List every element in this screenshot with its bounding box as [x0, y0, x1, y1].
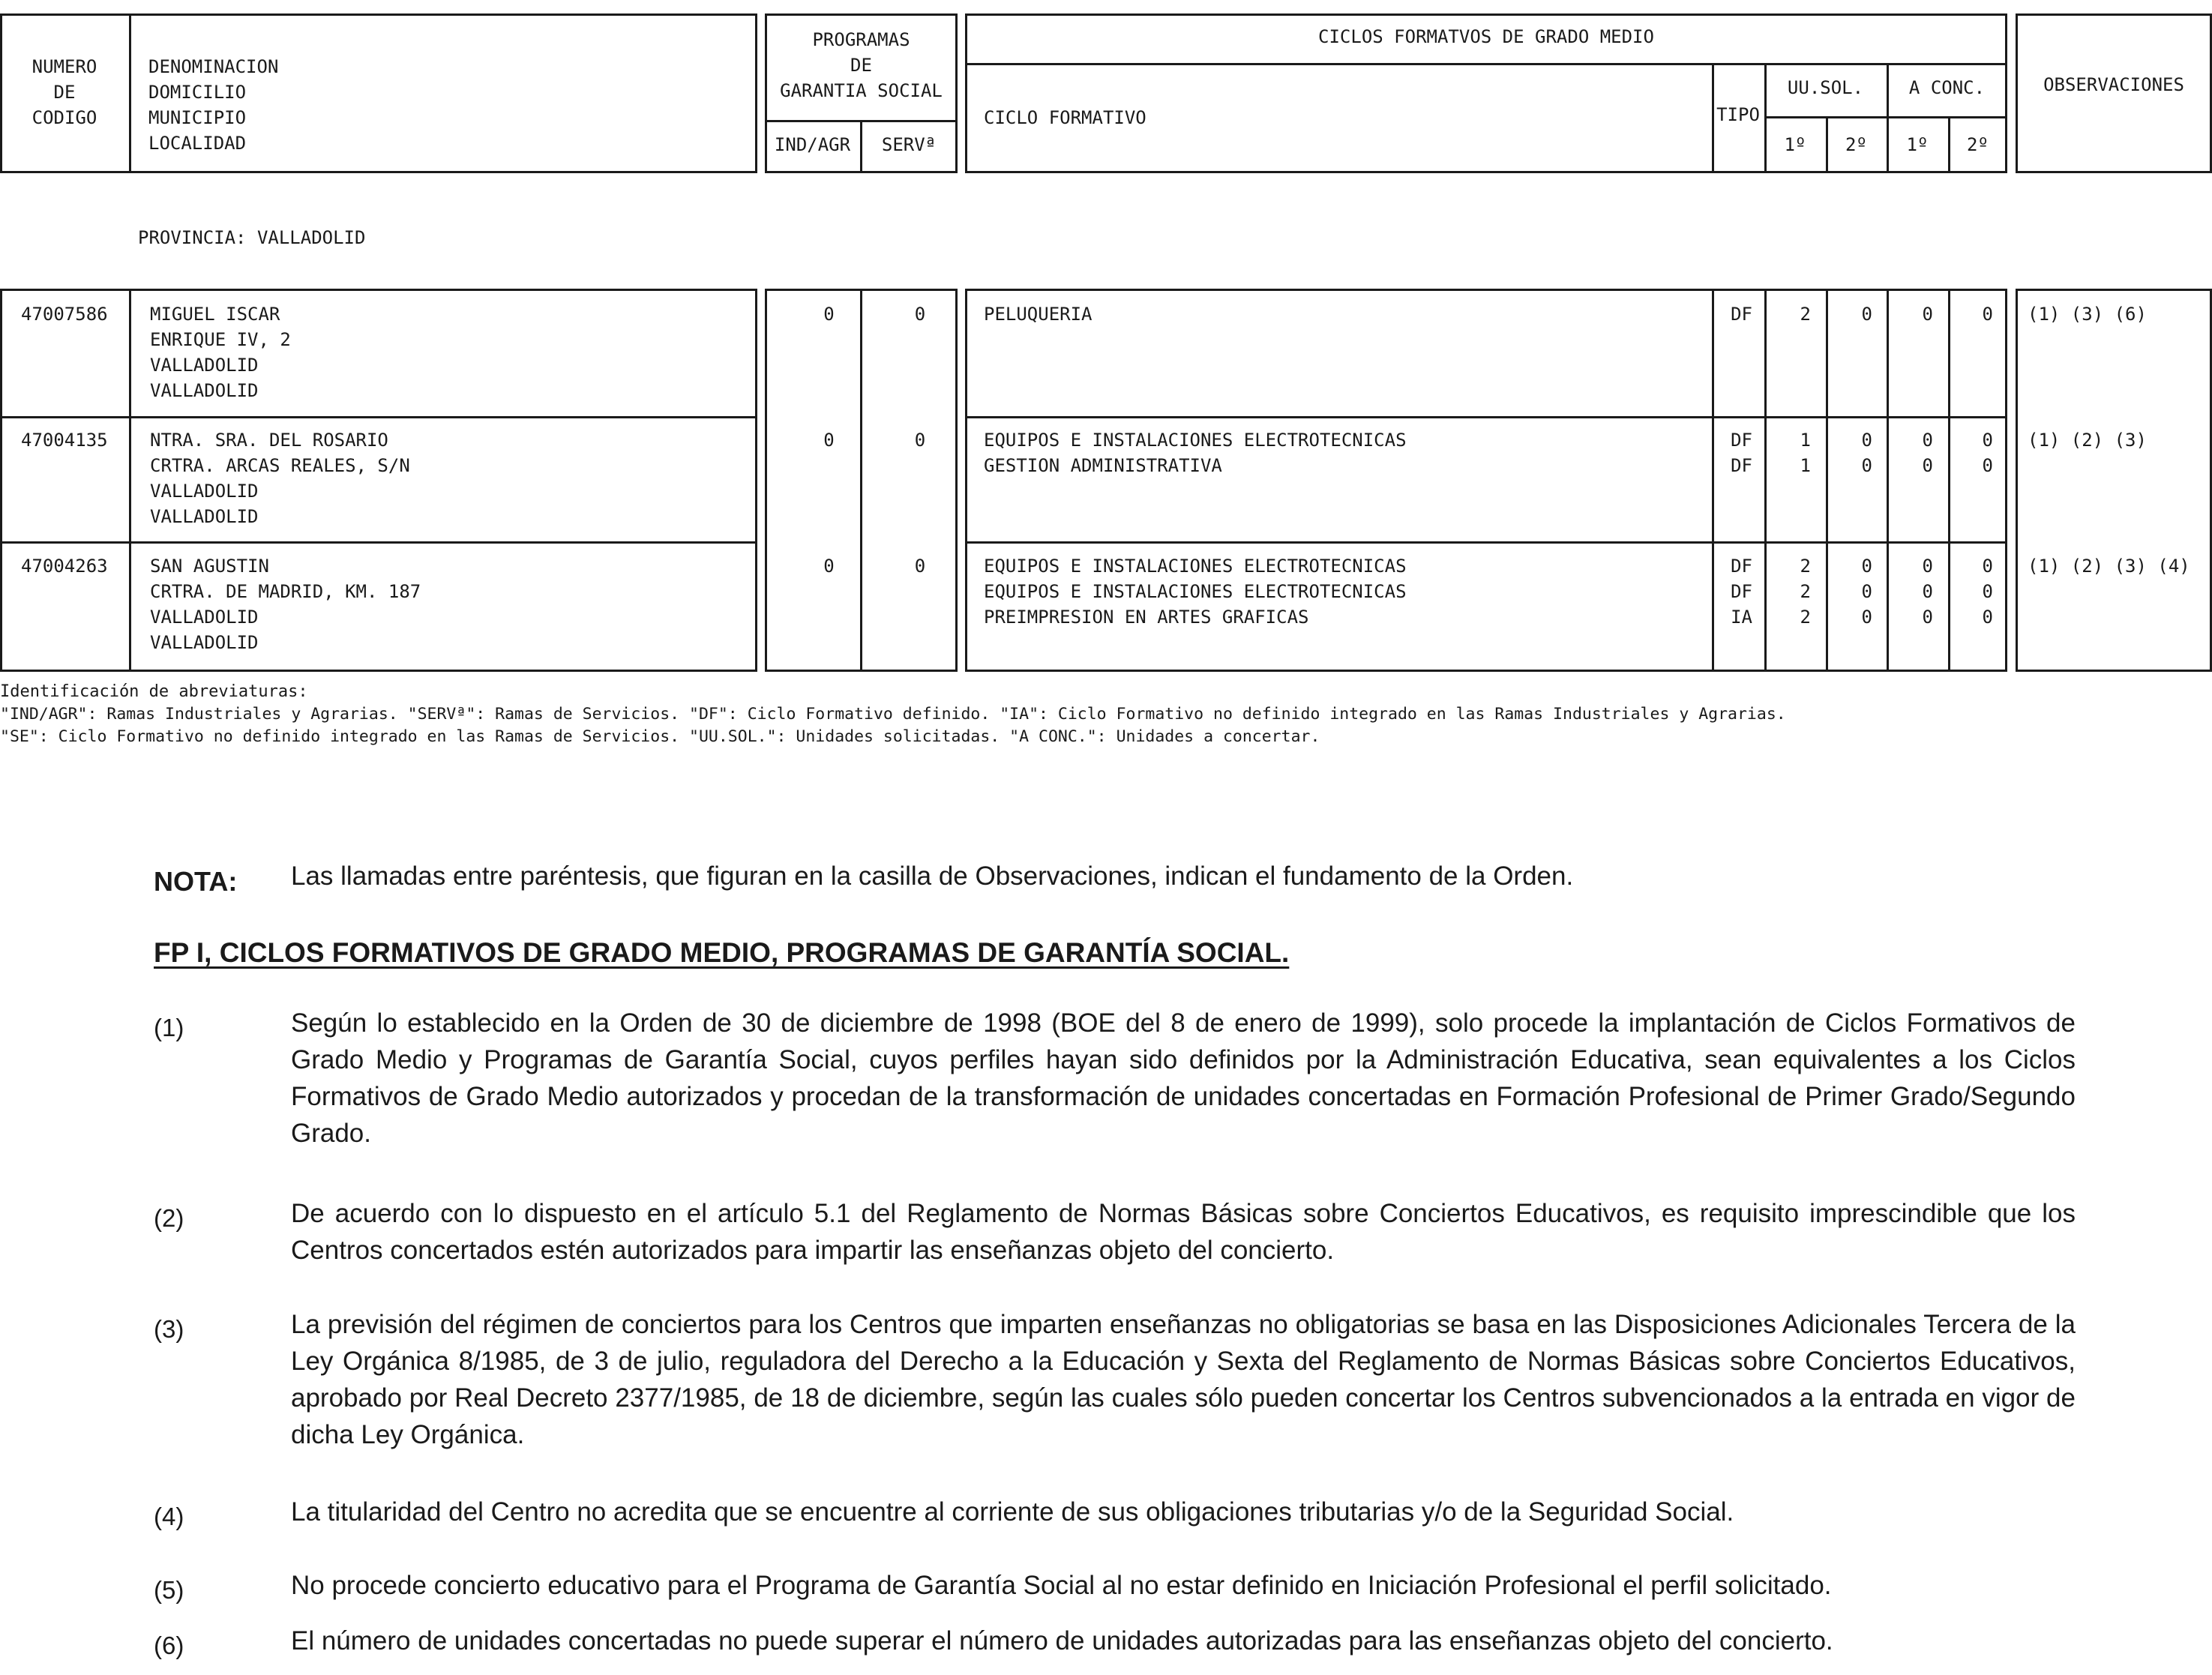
- divider: [0, 416, 757, 418]
- para-text: El número de unidades concertadas no puede superar el número de unidades autorizadas para las enseñanzas objeto del concierto.: [291, 1626, 1833, 1656]
- divider: [129, 13, 131, 173]
- header-codigo-3: CODIGO: [31, 107, 97, 128]
- data-left-box: [0, 289, 757, 672]
- abbrev-title: Identificación de abreviaturas:: [0, 682, 308, 701]
- para-text: La titularidad del Centro no acredita que se encuentre al corriente de sus obligaciones tributarias y/o de la Seguridad Social.: [291, 1497, 1734, 1527]
- row-tipo: IA: [1731, 607, 1752, 628]
- header-ciclo-formativo: CICLO FORMATIVO: [984, 107, 1146, 128]
- header-tipo: TIPO: [1716, 104, 1760, 125]
- header-ac-1: 1º: [1906, 134, 1929, 155]
- row-uu-1: 1: [1800, 455, 1811, 476]
- header-codigo-1: NUMERO: [31, 56, 97, 77]
- section-title: FP I, CICLOS FORMATIVOS DE GRADO MEDIO, PROGRAMAS DE GARANTÍA SOCIAL.: [154, 937, 1290, 968]
- header-denominacion: DENOMINACION: [148, 56, 279, 77]
- row-ac-1: 0: [1922, 304, 1933, 325]
- para-number: (3): [154, 1315, 184, 1343]
- row-serv: 0: [914, 304, 926, 325]
- para-number: (6): [154, 1632, 184, 1659]
- divider: [860, 289, 862, 672]
- header-municipio: MUNICIPIO: [148, 107, 247, 128]
- row-observaciones: (1) (2) (3): [2028, 430, 2147, 451]
- row-ind-agr: 0: [823, 304, 835, 325]
- row-ac-2: 0: [1982, 304, 1993, 325]
- row-codigo: 47004263: [21, 556, 108, 577]
- row-uu-1: 2: [1800, 556, 1811, 577]
- row-observaciones: (1) (3) (6): [2028, 304, 2147, 325]
- divider: [1764, 116, 2007, 118]
- row-uu-2: 0: [1861, 430, 1872, 451]
- row-denominacion: SAN AGUSTIN: [150, 556, 269, 577]
- header-observaciones: OBSERVACIONES: [2043, 74, 2184, 95]
- nota-label: NOTA:: [154, 866, 238, 897]
- row-ac-1: 0: [1922, 556, 1933, 577]
- divider: [129, 289, 131, 672]
- row-localidad: VALLADOLID: [150, 380, 259, 401]
- header-uu-sol: UU.SOL.: [1787, 77, 1864, 98]
- row-tipo: DF: [1731, 304, 1752, 325]
- row-ciclo-name: EQUIPOS E INSTALACIONES ELECTROTECNICAS: [984, 556, 1407, 577]
- row-tipo: DF: [1731, 581, 1752, 602]
- row-ac-2: 0: [1982, 455, 1993, 476]
- divider: [965, 416, 2007, 418]
- header-programas-3: GARANTIA SOCIAL: [780, 80, 943, 101]
- row-uu-2: 0: [1861, 607, 1872, 628]
- nota-text: Las llamadas entre paréntesis, que figuran en la casilla de Observaciones, indican el fundamento de la Orden.: [291, 861, 1574, 891]
- abbrev-line-2: "SE": Ciclo Formativo no definido integrado en las Ramas de Servicios. "UU.SOL.": Unidades solicitadas. "A CONC.": Unidades a concertar.: [0, 727, 1320, 746]
- row-ciclo-name: GESTION ADMINISTRATIVA: [984, 455, 1222, 476]
- row-ac-1: 0: [1922, 607, 1933, 628]
- row-domicilio: CRTRA. ARCAS REALES, S/N: [150, 455, 410, 476]
- abbrev-line-1: "IND/AGR": Ramas Industriales y Agrarias. "SERVª": Ramas de Servicios. "DF": Ciclo Formativo definido. "IA": Ciclo Formativo no definido integrado en las Ramas Industriales y Agrarias.: [0, 705, 1786, 724]
- header-uu-1: 1º: [1784, 134, 1806, 155]
- row-uu-2: 0: [1861, 556, 1872, 577]
- header-ciclos-title: CICLOS FORMATVOS DE GRADO MEDIO: [1318, 26, 1654, 47]
- row-ciclo-name: PELUQUERIA: [984, 304, 1093, 325]
- row-municipio: VALLADOLID: [150, 481, 259, 502]
- divider: [965, 541, 2007, 544]
- row-uu-1: 2: [1800, 581, 1811, 602]
- row-observaciones: (1) (2) (3) (4): [2028, 556, 2190, 577]
- row-codigo: 47004135: [21, 430, 108, 451]
- row-uu-1: 2: [1800, 607, 1811, 628]
- row-denominacion: MIGUEL ISCAR: [150, 304, 280, 325]
- para-number: (5): [154, 1576, 184, 1604]
- row-ciclo-name: PREIMPRESION EN ARTES GRAFICAS: [984, 607, 1309, 628]
- row-ac-1: 0: [1922, 455, 1933, 476]
- header-codigo-2: DE: [53, 82, 76, 103]
- header-programas-2: DE: [850, 55, 872, 76]
- row-domicilio: CRTRA. DE MADRID, KM. 187: [150, 581, 421, 602]
- header-a-conc: A CONC.: [1908, 77, 1986, 98]
- header-serv: SERVª: [881, 134, 937, 155]
- row-uu-2: 0: [1861, 581, 1872, 602]
- row-ciclo-name: EQUIPOS E INSTALACIONES ELECTROTECNICAS: [984, 430, 1407, 451]
- divider: [965, 63, 2007, 65]
- data-observaciones-box: [2016, 289, 2212, 672]
- header-localidad: LOCALIDAD: [148, 133, 247, 154]
- row-ind-agr: 0: [823, 556, 835, 577]
- row-tipo: DF: [1731, 455, 1752, 476]
- row-tipo: DF: [1731, 556, 1752, 577]
- row-ac-2: 0: [1982, 556, 1993, 577]
- header-domicilio: DOMICILIO: [148, 82, 247, 103]
- row-uu-2: 0: [1861, 304, 1872, 325]
- header-uu-2: 2º: [1845, 134, 1867, 155]
- row-tipo: DF: [1731, 430, 1752, 451]
- para-number: (4): [154, 1503, 184, 1530]
- row-localidad: VALLADOLID: [150, 632, 259, 653]
- row-uu-2: 0: [1861, 455, 1872, 476]
- row-uu-1: 2: [1800, 304, 1811, 325]
- row-municipio: VALLADOLID: [150, 355, 259, 376]
- header-ac-2: 2º: [1967, 134, 1989, 155]
- row-serv: 0: [914, 430, 926, 451]
- row-ac-2: 0: [1982, 430, 1993, 451]
- header-ind-agr: IND/AGR: [774, 134, 851, 155]
- row-domicilio: ENRIQUE IV, 2: [150, 329, 291, 350]
- row-ac-1: 0: [1922, 430, 1933, 451]
- row-localidad: VALLADOLID: [150, 506, 259, 527]
- para-number: (2): [154, 1204, 184, 1232]
- row-uu-1: 1: [1800, 430, 1811, 451]
- para-text: Según lo establecido en la Orden de 30 de diciembre de 1998 (BOE del 8 de enero de 1999), solo procede la implantación de Ciclos Formativos de Grado Medio y Programas de Garantía Social, cuyos perfiles hayan sido definidos por la Administración Educativa, sean equivalentes a los Ciclos Formativos de Grado Medio autorizados y procedan de la transformación de unidades concertadas en Formación Profesional de Primer Grado/Segundo Grado.: [291, 1008, 2076, 1148]
- row-ac-2: 0: [1982, 581, 1993, 602]
- row-ac-1: 0: [1922, 581, 1933, 602]
- divider: [0, 541, 757, 544]
- row-municipio: VALLADOLID: [150, 607, 259, 628]
- row-ind-agr: 0: [823, 430, 835, 451]
- header-programas-1: PROGRAMAS: [812, 29, 910, 50]
- para-text: No procede concierto educativo para el Programa de Garantía Social al no estar definido en Iniciación Profesional el perfil solicitado.: [291, 1571, 1832, 1600]
- row-serv: 0: [914, 556, 926, 577]
- provincia-label: PROVINCIA: VALLADOLID: [138, 227, 366, 248]
- para-text: De acuerdo con lo dispuesto en el artículo 5.1 del Reglamento de Normas Básicas sobre Conciertos Educativos, es requisito imprescindible que los Centros concertados estén autorizados para impartir las enseñanzas objeto del concierto.: [291, 1199, 2076, 1265]
- row-ac-2: 0: [1982, 607, 1993, 628]
- row-ciclo-name: EQUIPOS E INSTALACIONES ELECTROTECNICAS: [984, 581, 1407, 602]
- para-number: (1): [154, 1014, 184, 1041]
- row-denominacion: NTRA. SRA. DEL ROSARIO: [150, 430, 388, 451]
- para-text: La previsión del régimen de conciertos para los Centros que imparten enseñanzas no obligatorias se basa en las Disposiciones Adicionales Tercera de la Ley Orgánica 8/1985, de 3 de julio, reguladora del Derecho a la Educación y Sexta del Reglamento de Normas Básicas sobre Conciertos Educativos, aprobado por Real Decreto 2377/1985, de 18 de diciembre, según las cuales sólo pueden concertar los Centros subvencionados a la entrada en vigor de dicha Ley Orgánica.: [291, 1310, 2076, 1449]
- row-codigo: 47007586: [21, 304, 108, 325]
